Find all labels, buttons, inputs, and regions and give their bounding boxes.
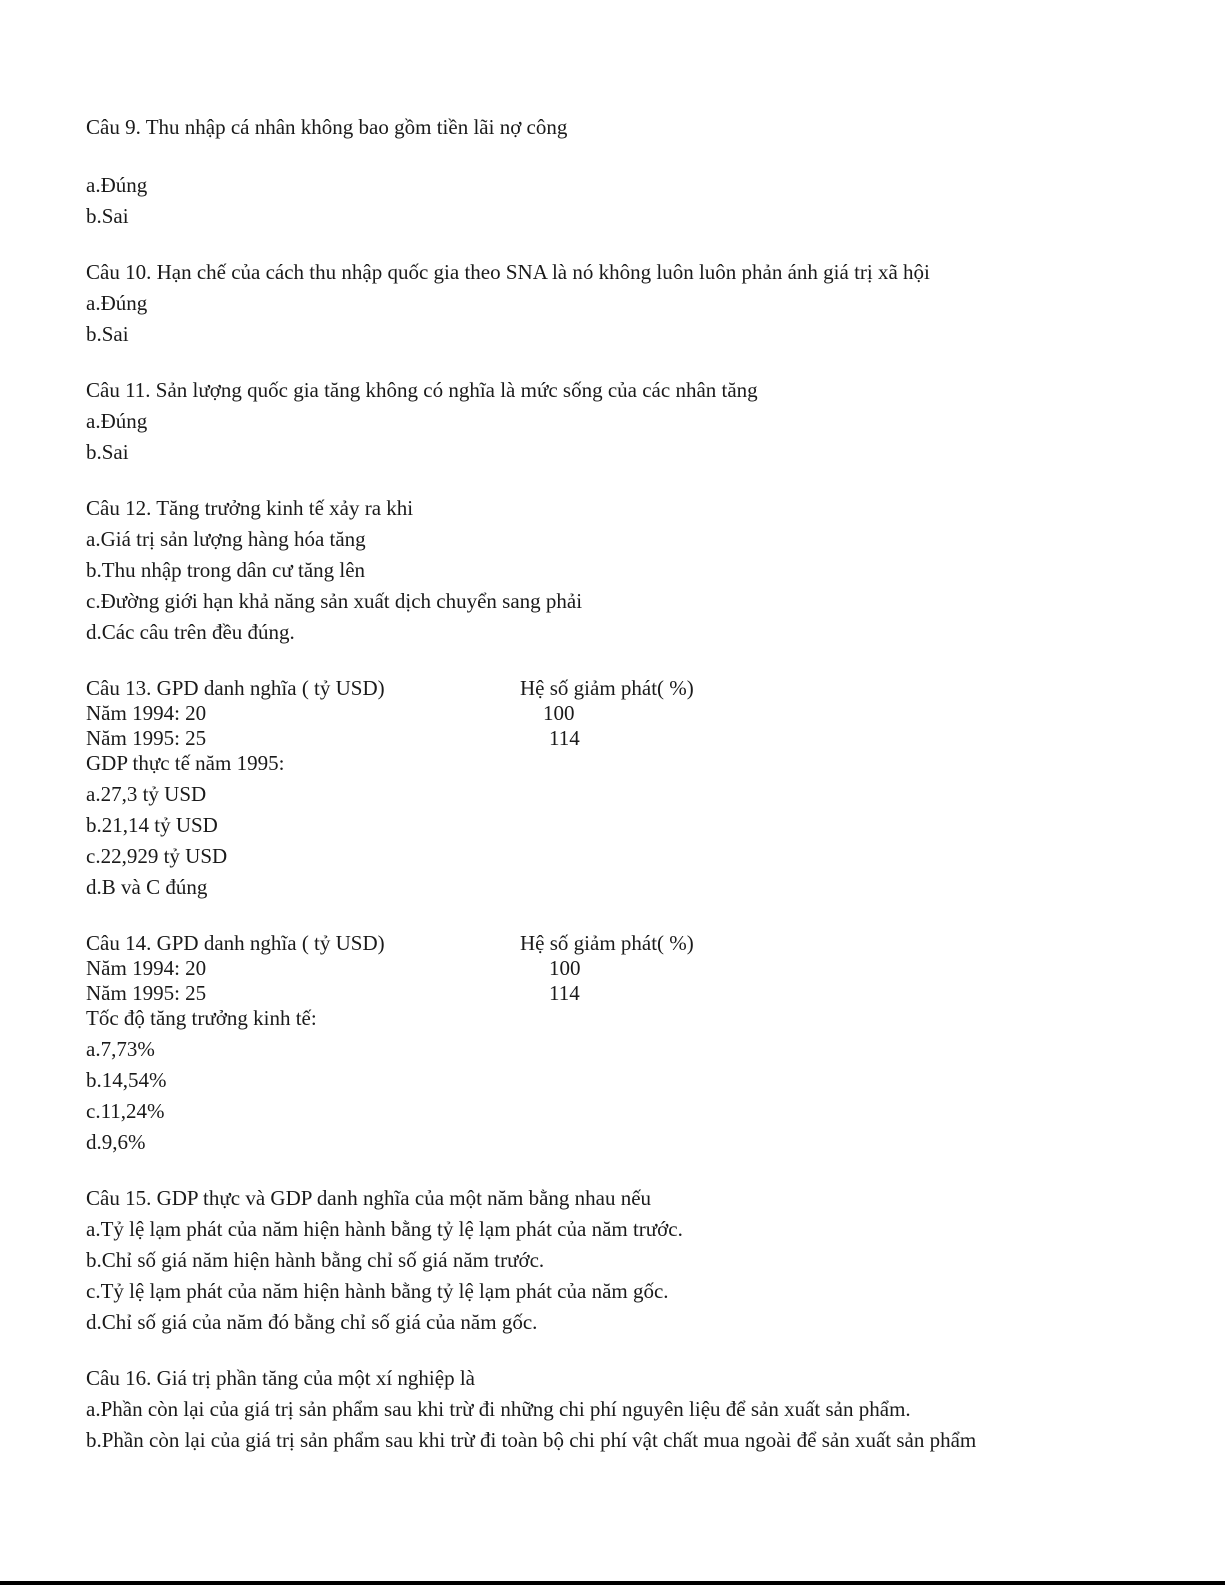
page-bottom-border bbox=[0, 1581, 1225, 1585]
deflator-header: Hệ số giảm phát( %) bbox=[520, 676, 694, 700]
option-a: a.Đúng bbox=[86, 409, 148, 433]
option-a: a.Tỷ lệ lạm phát của năm hiện hành bằng tỷ lệ lạm phát của năm trước. bbox=[86, 1217, 683, 1241]
year-row-value: 100 bbox=[543, 701, 575, 725]
option-d: d.B và C đúng bbox=[86, 875, 208, 899]
option-c: c.Đường giới hạn khả năng sản xuất dịch chuyển sang phải bbox=[86, 589, 583, 613]
question-text: Câu 15. GDP thực và GDP danh nghĩa của một năm bằng nhau nếu bbox=[86, 1186, 652, 1210]
question-text: Câu 13. GPD danh nghĩa ( tỷ USD) bbox=[86, 676, 385, 700]
option-a: a.27,3 tỷ USD bbox=[86, 782, 207, 806]
option-b: b.Sai bbox=[86, 322, 129, 346]
question-text: Câu 12. Tăng trưởng kinh tế xảy ra khi bbox=[86, 496, 414, 520]
option-b: b.Chỉ số giá năm hiện hành bằng chỉ số giá năm trước. bbox=[86, 1248, 545, 1272]
option-d: d.Chỉ số giá của năm đó bằng chỉ số giá của năm gốc. bbox=[86, 1310, 538, 1334]
option-a: a.Giá trị sản lượng hàng hóa tăng bbox=[86, 527, 366, 551]
year-row-value: 114 bbox=[549, 726, 580, 750]
option-a: a.Đúng bbox=[86, 291, 148, 315]
year-row-label: Năm 1994: 20 bbox=[86, 701, 207, 725]
question-prompt: GDP thực tế năm 1995: bbox=[86, 751, 285, 775]
option-d: d.Các câu trên đều đúng. bbox=[86, 620, 295, 644]
option-b: b.Phần còn lại của giá trị sản phẩm sau khi trừ đi toàn bộ chi phí vật chất mua ngoài để sản xuất sản phẩm bbox=[86, 1428, 977, 1452]
option-a: a.7,73% bbox=[86, 1037, 155, 1061]
year-row-label: Năm 1995: 25 bbox=[86, 981, 207, 1005]
option-c: c.22,929 tỷ USD bbox=[86, 844, 228, 868]
option-b: b.Sai bbox=[86, 204, 129, 228]
option-a: a.Đúng bbox=[86, 173, 148, 197]
option-c: c.11,24% bbox=[86, 1099, 165, 1123]
option-d: d.9,6% bbox=[86, 1130, 146, 1154]
question-text: Câu 9. Thu nhập cá nhân không bao gồm tiền lãi nợ công bbox=[86, 115, 568, 139]
question-prompt: Tốc độ tăng trưởng kinh tế: bbox=[86, 1006, 317, 1030]
option-c: c.Tỷ lệ lạm phát của năm hiện hành bằng tỷ lệ lạm phát của năm gốc. bbox=[86, 1279, 669, 1303]
year-row-label: Năm 1995: 25 bbox=[86, 726, 207, 750]
year-row-label: Năm 1994: 20 bbox=[86, 956, 207, 980]
question-text: Câu 11. Sản lượng quốc gia tăng không có nghĩa là mức sống của các nhân tăng bbox=[86, 378, 758, 402]
option-b: b.21,14 tỷ USD bbox=[86, 813, 218, 837]
option-b: b.Sai bbox=[86, 440, 129, 464]
option-b: b.14,54% bbox=[86, 1068, 167, 1092]
question-text: Câu 14. GPD danh nghĩa ( tỷ USD) bbox=[86, 931, 385, 955]
question-text: Câu 16. Giá trị phần tăng của một xí nghiệp là bbox=[86, 1366, 475, 1390]
option-b: b.Thu nhập trong dân cư tăng lên bbox=[86, 558, 366, 582]
option-a: a.Phần còn lại của giá trị sản phẩm sau khi trừ đi những chi phí nguyên liệu để sản xuất sản phẩm. bbox=[86, 1397, 911, 1421]
question-text: Câu 10. Hạn chế của cách thu nhập quốc gia theo SNA là nó không luôn luôn phản ánh giá trị xã hội bbox=[86, 260, 930, 284]
year-row-value: 114 bbox=[549, 981, 580, 1005]
year-row-value: 100 bbox=[549, 956, 581, 980]
deflator-header: Hệ số giảm phát( %) bbox=[520, 931, 694, 955]
